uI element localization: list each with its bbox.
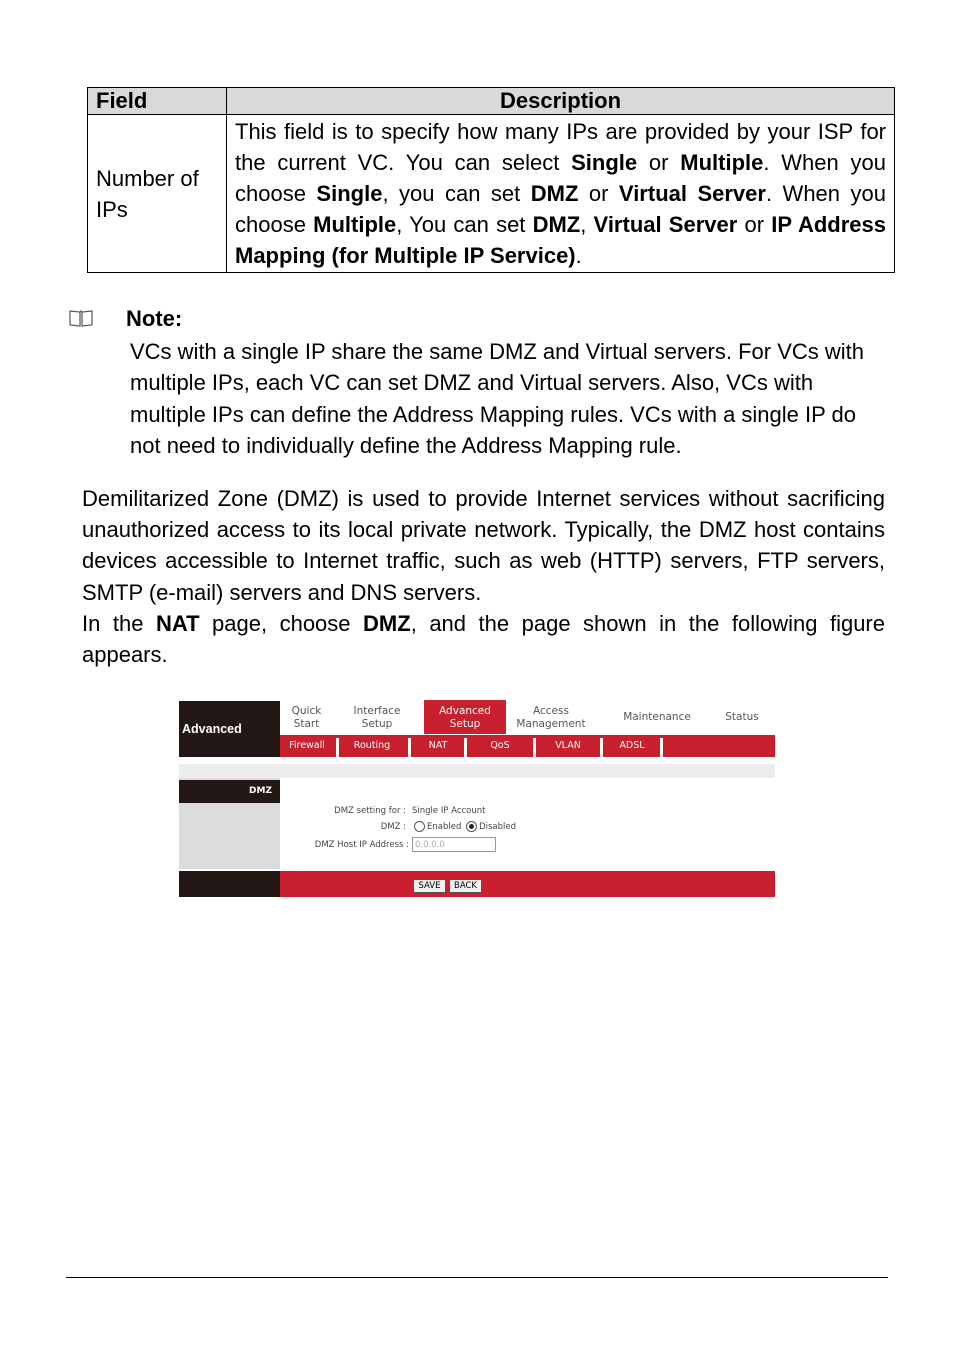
description-header: Description	[227, 88, 895, 115]
subnav-separator	[336, 738, 339, 757]
footer-left	[179, 871, 280, 897]
nav-label: Maintenance	[623, 711, 691, 723]
subnav-adsl[interactable]: ADSL	[619, 740, 645, 751]
nav-interface-setup[interactable]	[341, 700, 413, 739]
nav-label: Interface	[353, 705, 401, 717]
radio-enabled[interactable]	[414, 821, 425, 832]
dmz-setting-label: DMZ setting for :	[334, 806, 406, 816]
radio-disabled[interactable]	[466, 821, 477, 832]
nav-quick-start[interactable]	[280, 700, 333, 739]
footer-rule	[66, 1277, 888, 1278]
section-title: DMZ	[249, 786, 272, 796]
nav-label: Advanced	[439, 705, 491, 717]
subnav-separator	[464, 738, 467, 757]
nav-label: Access	[533, 705, 569, 717]
book-icon	[69, 309, 93, 327]
radio-enabled-label: Enabled	[427, 822, 462, 832]
description-cell: This field is to specify how many IPs are provided by your ISP for the current VC. You can select Single or Multiple. When you choose Single, you can set DMZ or Virtual Server. When you choose Multiple, You can set DMZ, Virtual Server or IP Address Mapping (for Multiple IP Service).	[227, 115, 895, 273]
subnav-separator	[600, 738, 603, 757]
subnav-separator	[660, 738, 663, 757]
nav-label: Status	[725, 711, 759, 723]
field-header: Field	[88, 88, 227, 115]
nat-instruction-paragraph: In the NAT page, choose DMZ, and the page shown in the following figure appears.	[82, 611, 885, 668]
dmz-host-ip-input[interactable]: 0.0.0.0	[412, 837, 496, 852]
table-row	[88, 115, 895, 273]
nav-advanced-setup[interactable]	[424, 700, 506, 734]
dmz-host-label: DMZ Host IP Address :	[314, 840, 409, 850]
nav-label: Quick	[291, 705, 322, 717]
nav-label: Setup	[361, 718, 393, 730]
note-body: VCs with a single IP share the same DMZ and Virtual servers. For VCs with multiple IPs, each VC can set DMZ and Virtual servers. Also, VCs with multiple IPs can define the Address Mapping rules. VCs with a single IP do not need to individually define the Address Mapping rule.	[130, 339, 865, 458]
dmz-radio-group	[414, 821, 516, 832]
field-description-table	[87, 87, 895, 273]
section-header-dmz	[179, 780, 280, 803]
subnav-separator	[533, 738, 536, 757]
table-header-row	[88, 88, 895, 115]
dmz-description-paragraph: Demilitarized Zone (DMZ) is used to provide Internet services without sacrificing unauthorized access to its local private network. Typically, the DMZ host contains devices accessible to Internet traffic, such as web (HTTP) servers, FTP servers, SMTP (e-mail) servers and DNS servers.	[82, 486, 885, 605]
note-title: Note:	[126, 306, 183, 331]
nav-label: Setup	[449, 718, 481, 730]
spacer-bar	[179, 764, 775, 778]
nav-label: Start	[293, 718, 320, 730]
brand-panel	[179, 701, 280, 757]
dmz-setting-value: Single IP Account	[412, 806, 486, 816]
subnav-nat[interactable]: NAT	[428, 740, 448, 751]
subnav-vlan[interactable]: VLAN	[555, 740, 581, 751]
subnav-bar	[280, 735, 775, 757]
nav-label: Management	[516, 718, 586, 730]
subnav-separator	[408, 738, 411, 757]
subnav-qos[interactable]: QoS	[490, 740, 510, 751]
field-cell: Number of IPs	[88, 115, 227, 273]
subnav-firewall[interactable]: Firewall	[289, 740, 325, 751]
save-button[interactable]: SAVE	[413, 879, 446, 893]
footer-bar	[280, 871, 775, 897]
back-button[interactable]: BACK	[449, 879, 482, 893]
brand-label: Advanced	[182, 722, 242, 736]
nav-access-management[interactable]	[509, 700, 593, 739]
radio-disabled-label: Disabled	[479, 822, 516, 832]
subnav-routing[interactable]: Routing	[353, 740, 391, 751]
router-dmz-screenshot	[179, 700, 775, 897]
dmz-label: DMZ :	[380, 822, 406, 832]
